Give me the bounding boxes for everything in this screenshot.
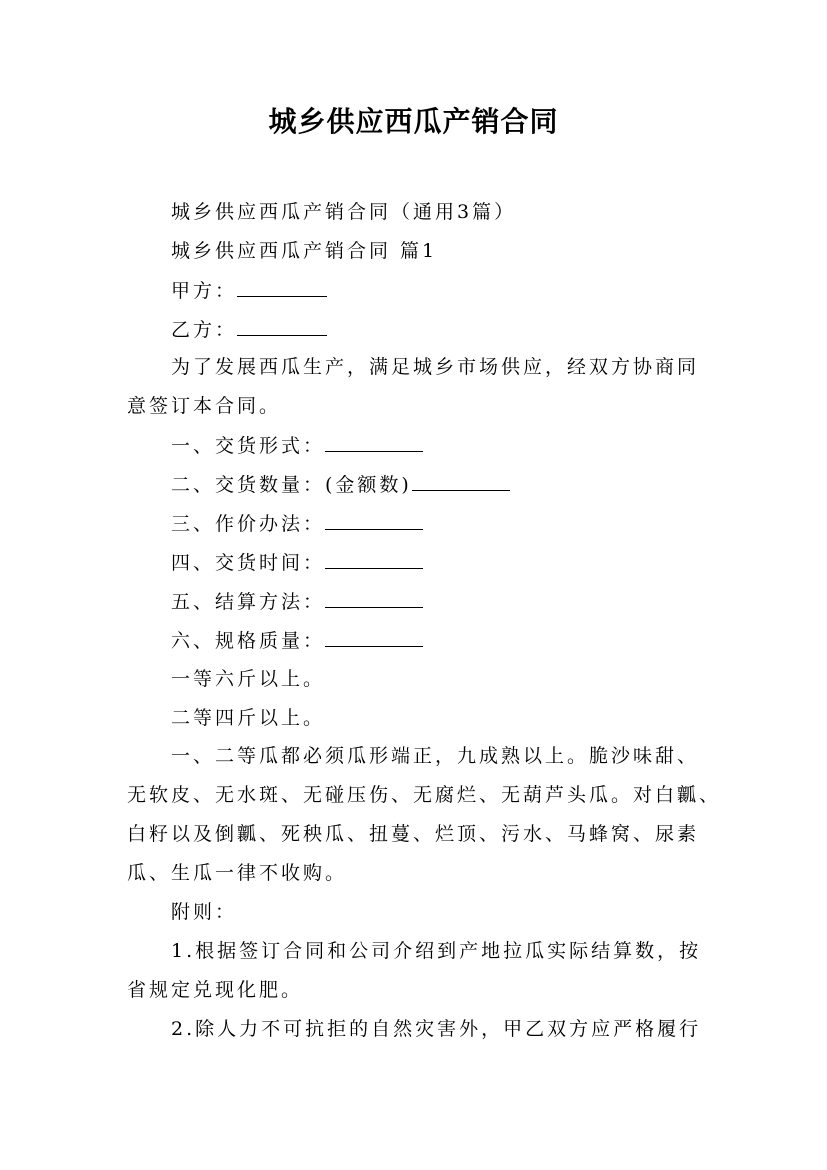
item-6-label: 六、规格质量：: [171, 630, 326, 652]
quality-paragraph-line4: 瓜、生瓜一律不收购。: [127, 862, 348, 884]
item-1: [171, 433, 423, 458]
party-a-blank: [237, 278, 327, 297]
item-4-blank: [325, 550, 423, 569]
rule-1-line2: 省规定兑现化肥。: [127, 979, 304, 1001]
party-b-label: 乙方：: [171, 319, 238, 341]
appendix-heading: 附则：: [171, 901, 238, 923]
item-5-blank: [325, 589, 423, 608]
quality-paragraph-line3: 白籽以及倒瓤、死秧瓜、扭蔓、烂顶、污水、马蜂窝、尿素: [127, 823, 700, 845]
item-4-label: 四、交货时间：: [171, 552, 326, 574]
item-6: [171, 628, 423, 653]
item-1-label: 一、交货形式：: [171, 435, 326, 457]
document-title: 城乡供应西瓜产销合同: [268, 105, 559, 138]
item-5-label: 五、结算方法：: [171, 591, 326, 613]
grade-1: 一等六斤以上。: [171, 668, 326, 690]
party-a-line: [171, 278, 327, 303]
rule-2-line1: 2.除人力不可抗拒的自然灾害外，甲乙双方应严格履行: [171, 1018, 702, 1040]
item-1-blank: [325, 433, 423, 452]
item-4: [171, 550, 423, 575]
item-3-label: 三、作价办法：: [171, 513, 326, 535]
item-6-blank: [325, 628, 423, 647]
item-2-blank: [412, 472, 510, 491]
item-2: [171, 472, 510, 497]
grade-2: 二等四斤以上。: [171, 707, 326, 729]
item-5: [171, 589, 423, 614]
intro-paragraph-line2: 意签订本合同。: [127, 395, 282, 417]
item-3-blank: [325, 511, 423, 530]
party-a-label: 甲方：: [171, 280, 238, 302]
party-b-line: [171, 317, 327, 342]
party-b-blank: [237, 317, 327, 336]
part-heading: 城乡供应西瓜产销合同 篇1: [171, 240, 438, 262]
quality-paragraph-line2: 无软皮、无水斑、无碰压伤、无腐烂、无葫芦头瓜。对白瓤、: [127, 784, 722, 806]
subtitle: 城乡供应西瓜产销合同（通用3篇）: [171, 201, 517, 223]
rule-1-line1: 1.根据签订合同和公司介绍到产地拉瓜实际结算数，按: [171, 940, 702, 962]
item-2-label: 二、交货数量：(金额数): [171, 474, 412, 496]
item-3: [171, 511, 423, 536]
quality-paragraph-line1: 一、二等瓜都必须瓜形端正，九成熟以上。脆沙味甜、: [171, 745, 700, 767]
intro-paragraph-line1: 为了发展西瓜生产，满足城乡市场供应，经双方协商同: [171, 356, 700, 378]
